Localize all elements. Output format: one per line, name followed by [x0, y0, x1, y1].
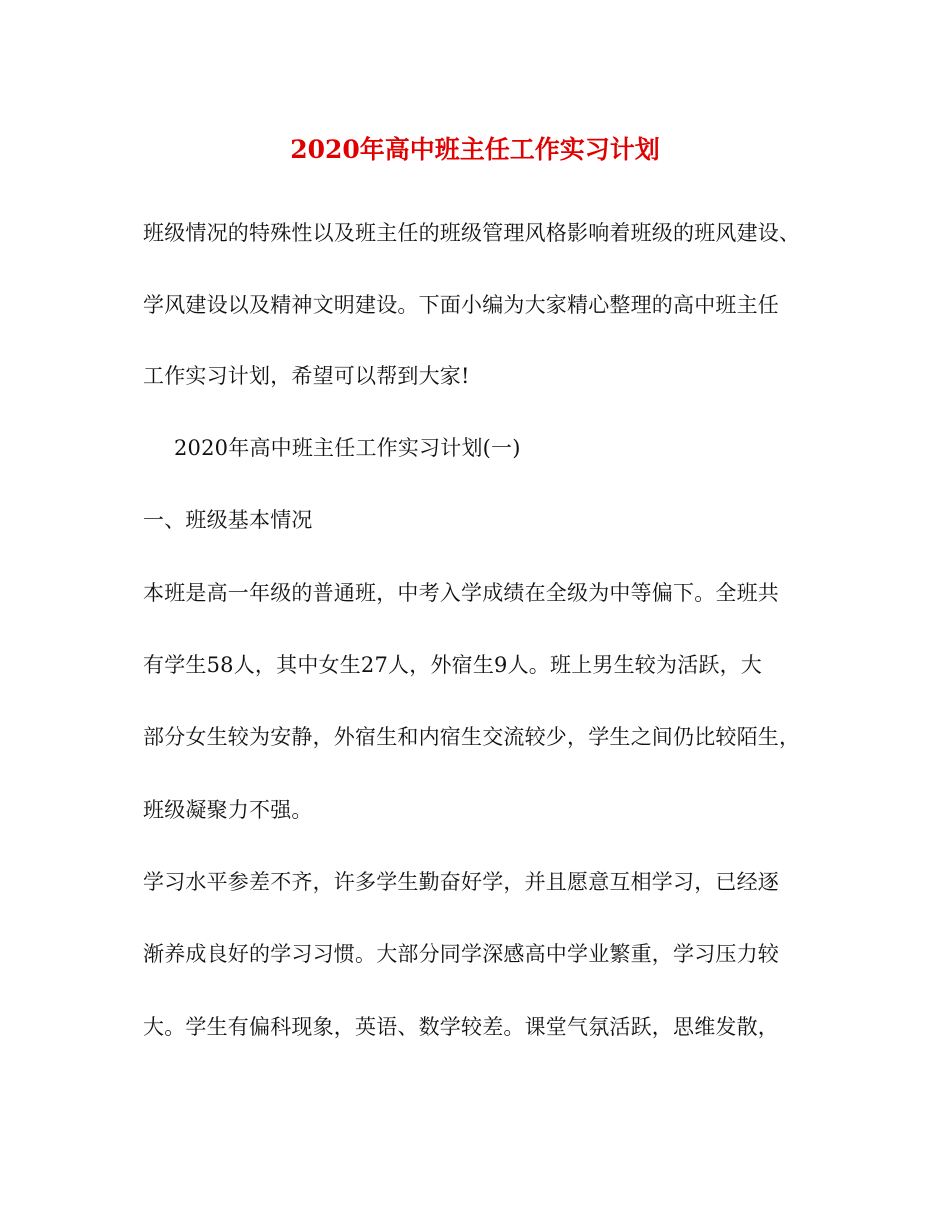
paragraph-line: 学习水平参差不齐，许多学生勤奋好学，并且愿意互相学习，已经逐: [143, 870, 779, 894]
paragraph-line: 渐养成良好的学习习惯。大部分同学深感高中学业繁重，学习压力较: [143, 942, 779, 966]
document-title: 2020年高中班主任工作实习计划: [290, 135, 660, 164]
paragraph-line: 有学生58人，其中女生27人，外宿生9人。班上男生较为活跃，大: [143, 653, 763, 677]
subsection-heading: 一、班级基本情况: [143, 508, 313, 532]
paragraph-line: 大。学生有偏科现象，英语、数学较差。课堂气氛活跃，思维发散，: [143, 1015, 779, 1039]
intro-line-2: 学风建设以及精神文明建设。下面小编为大家精心整理的高中班主任: [143, 293, 779, 317]
paragraph-line: 部分女生较为安静，外宿生和内宿生交流较少，学生之间仍比较陌生，: [143, 725, 801, 749]
paragraph-line: 班级凝聚力不强。: [143, 798, 313, 822]
section-heading: 2020年高中班主任工作实习计划(一): [174, 436, 521, 460]
intro-line-3: 工作实习计划，希望可以帮到大家!: [143, 364, 470, 388]
intro-line-1: 班级情况的特殊性以及班主任的班级管理风格影响着班级的班风建设、: [143, 221, 801, 245]
paragraph-line: 本班是高一年级的普通班，中考入学成绩在全级为中等偏下。全班共: [143, 581, 779, 605]
